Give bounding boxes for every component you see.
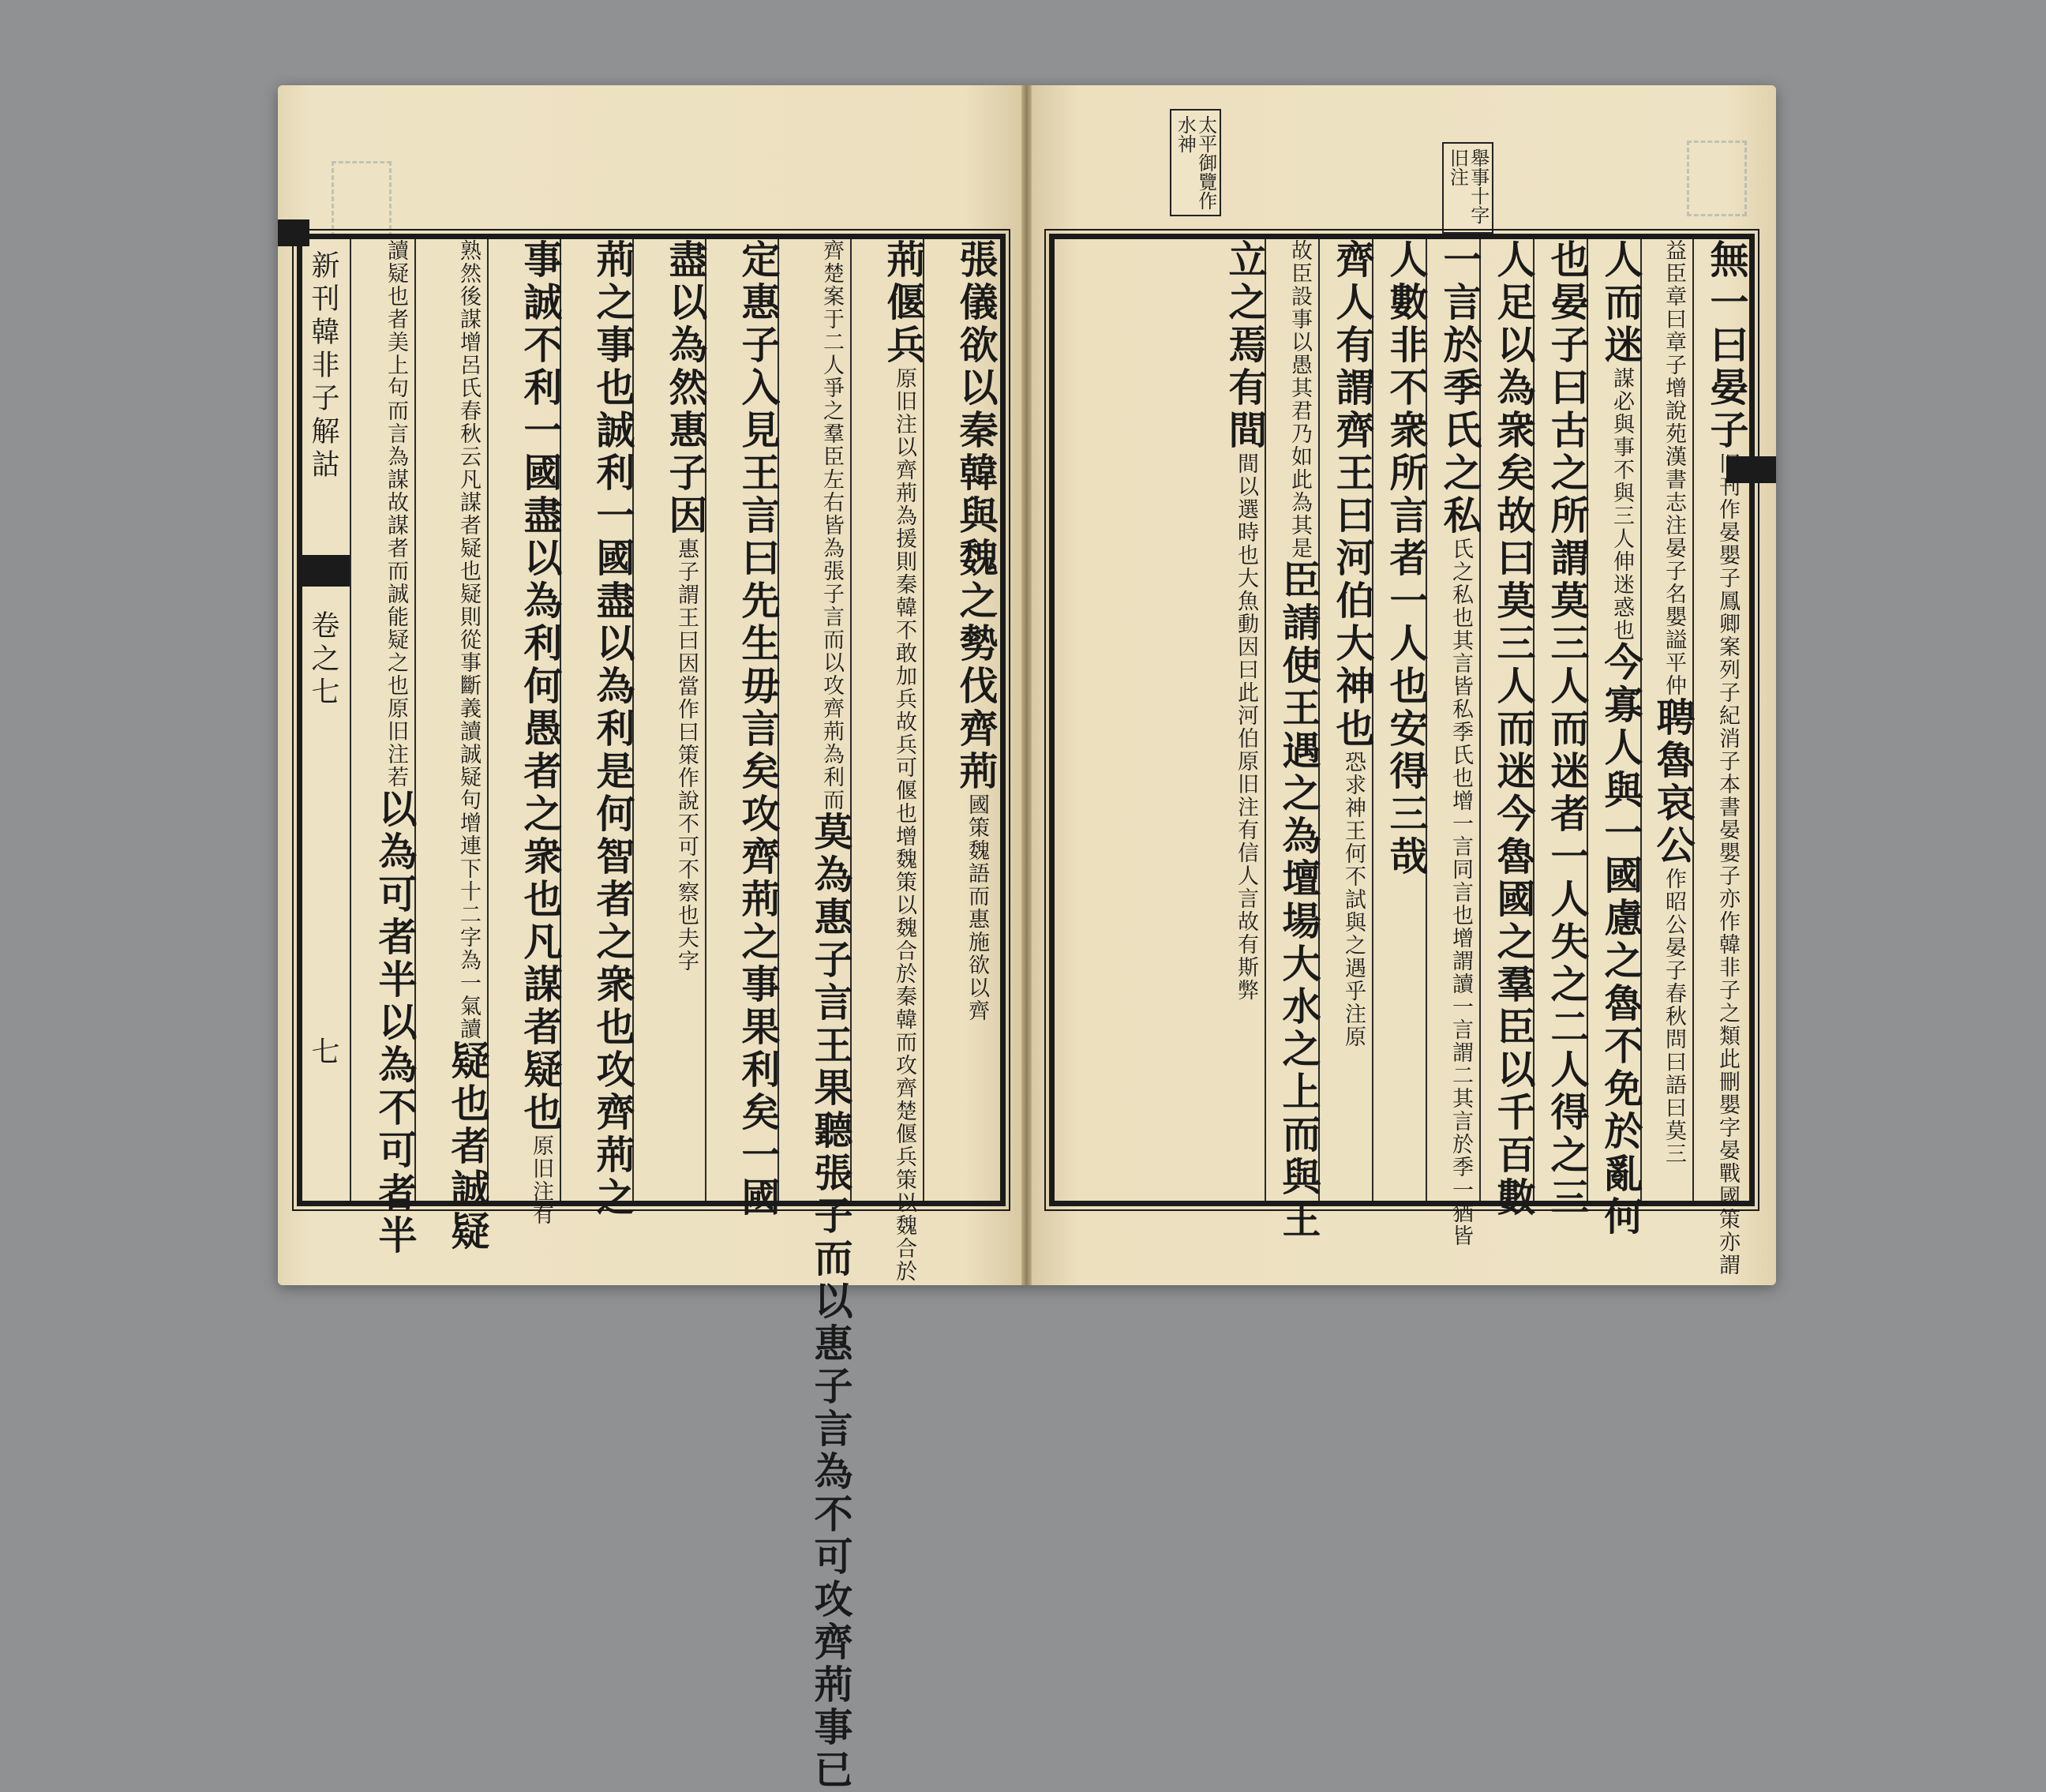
right-page (1032, 85, 1776, 1285)
text-column-8: 熟然後謀增呂氏春秋云凡謀者疑也疑則從事斷義讀誠疑句增連下十二字為一氣讀疑也者誠疑 (445, 239, 491, 1254)
text-column-1: 張儀欲以秦韓與魏之勢伐齊荊國策魏語而惠施欲以齊 (954, 239, 999, 1022)
text-column-5: 人足以為衆矣故曰莫三人而迷今魯國之羣臣以千百數 (1491, 239, 1537, 1220)
book-gutter (1021, 85, 1032, 1285)
text-column-2: 益臣章曰章子增說苑漢書志注晏子名嬰謚平仲聘魯哀公作昭公晏子春秋問曰語曰莫三 (1651, 239, 1696, 1165)
text-column-7: 事誠不利一國盡以為利何愚者之衆也凡謀者疑也原旧注有 (518, 239, 564, 1226)
text-column-2: 荊偃兵原旧注以齊荊為援則秦韓不敢加兵故兵可偃也增魏策以魏合於秦韓而攻齊楚偃兵策以魏合於 (881, 239, 927, 1283)
text-column-4: 定惠子入見王言曰先生毋言矣攻齊荊之事果利矣一國 (736, 239, 781, 1220)
fishtail-mark (302, 555, 350, 587)
margin-volume-label: 卷之七 (307, 610, 339, 710)
text-column-5: 盡以為然惠子因惠子謂王曰因當作曰策作說不可不察也夫字 (663, 239, 709, 973)
margin-book-title: 新刊韓非子解詁 (307, 250, 339, 482)
text-column-7: 人數非不衆所言者一人也安得三哉 (1384, 239, 1430, 879)
faded-seal-stamp (332, 161, 392, 237)
book-spread (278, 85, 1776, 1792)
margin-folio-number: 七 (307, 1037, 339, 1070)
top-margin-note: 太平御覽作水神 (1170, 109, 1221, 216)
text-column-6: 一言於季氏之私氏之私也其言皆私季氏也增一言同言也增謂讀一言謂二其言於季一猶皆 (1437, 239, 1483, 1247)
text-column-8: 齊人有謂齊王曰河伯大神也恐求神王何不試與之遇乎注原 (1330, 239, 1376, 1048)
text-column-1: 無一曰晏子旧刊作晏嬰子鳳卿案列子紀消子本書晏嬰子亦作韓非子之類此刪嬰字晏戰國策亦謂 (1704, 239, 1750, 1277)
text-column-10: 立之焉有間間以選時也大魚動因曰此河伯原旧注有信人言故有斯弊 (1223, 239, 1268, 1002)
faded-seal-stamp (1687, 141, 1747, 216)
text-column-6: 荊之事也誠利一國盡以為利是何智者之衆也攻齊荊之 (590, 239, 636, 1220)
text-column-9: 讀疑也者美上句而言為謀故謀者而誠能疑之也原旧注若以為可者半以為不可者半 (373, 239, 418, 1258)
text-column-3: 齊楚案于二人爭之羣臣左右皆為張子言而以攻齊荊為利而莫為惠子言王果聽張子而以惠子言為不可攻齊荊事已 (808, 239, 854, 1792)
left-page (278, 85, 1021, 1792)
text-column-4: 也晏子曰古之所謂莫三人而迷者一人失之二人得之三 (1545, 239, 1591, 1220)
top-margin-note: 舉事十字旧注 (1442, 142, 1493, 234)
left-text-frame (297, 234, 1006, 1792)
text-column-9: 故臣設事以愚其君乃如此為其是臣請使王遇之為壇場大水之上而與王 (1276, 239, 1322, 1242)
column-rule (350, 239, 351, 1201)
text-column-3: 人而迷謀必與事不與三人伸迷惑也今寡人與一國慮之魯不免於亂何 (1598, 239, 1644, 1239)
right-text-frame (1049, 234, 1755, 1277)
